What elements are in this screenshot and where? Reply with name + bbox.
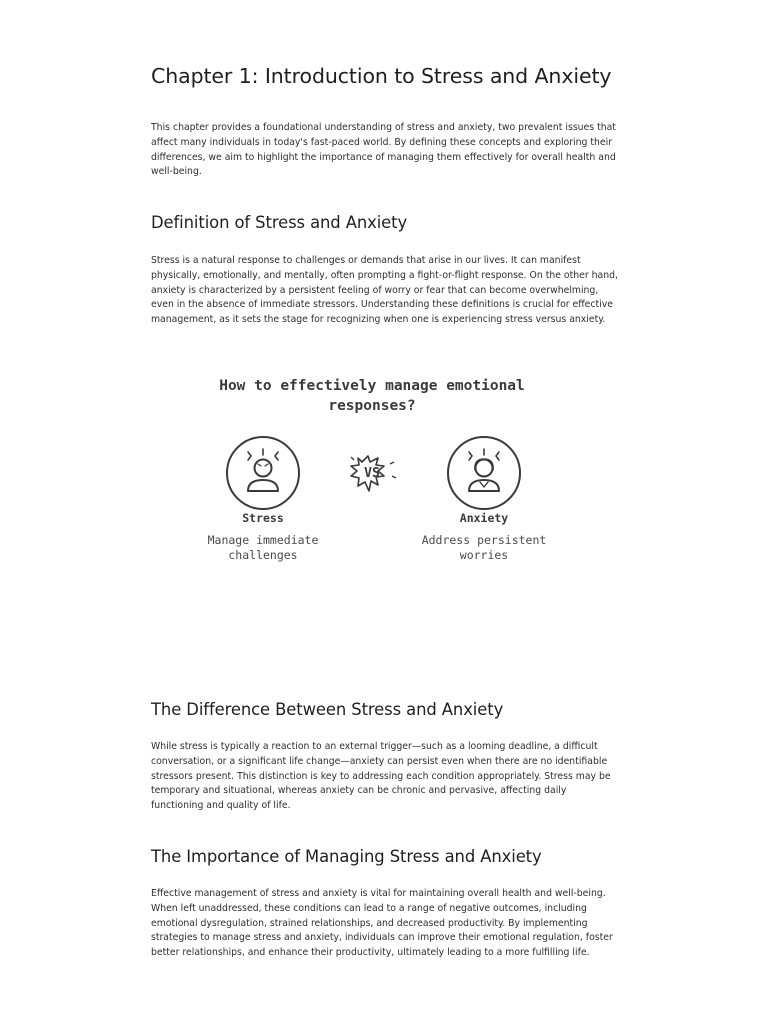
figure-title: How to effectively manage emotional responses? <box>219 378 525 414</box>
chapter-title: Chapter 1: Introduction to Stress and Anxiety <box>151 64 612 88</box>
anxious-person-icon <box>448 437 520 509</box>
stress-description: Manage immediate challenges <box>207 533 319 562</box>
section-heading-difference: The Difference Between Stress and Anxiety <box>151 700 504 719</box>
figure-illustration <box>190 430 560 520</box>
section-body-difference: While stress is typically a reaction to an external trigger—such as a looming deadline, a difficult conversation, or a significant life change—anxiety can persist even when there are no identifiable stressors present. This distinction is key to addressing each condition appropriately. Stress may be temporary and situational, whereas anxiety can be chronic and pervasive, affecting daily functioning and quality of life. <box>151 741 611 812</box>
chapter-intro: This chapter provides a foundational understanding of stress and anxiety, two prevalent issues that affect many individuals in today's fast-paced world. By defining these concepts and exploring their differences, we aim to highlight the importance of managing them effectively for overall health and well-being. <box>151 122 616 178</box>
stressed-person-icon <box>227 437 299 509</box>
section-heading-importance: The Importance of Managing Stress and Anxiety <box>151 847 542 866</box>
comparison-figure <box>190 370 560 580</box>
section-heading-definition: Definition of Stress and Anxiety <box>151 213 408 232</box>
section-body-definition: Stress is a natural response to challenges or demands that arise in our lives. It can manifest physically, emotionally, and mentally, often prompting a fight-or-flight response. On the other hand, anxiety is characterized by a persistent feeling of worry or fear that can become overwhelming, even in the absence of immediate stressors. Understanding these definitions is crucial for effective management, as it sets the stage for recognizing when one is experiencing stress versus anxiety. <box>151 255 618 326</box>
stress-label: Stress <box>242 511 284 525</box>
versus-label: VS <box>364 466 380 481</box>
section-body-importance: Effective management of stress and anxiety is vital for maintaining overall health and well-being. When left unaddressed, these conditions can lead to a range of negative outcomes, including emotional dysregulation, strained relationships, and decreased productivity. By implementing strategies to manage stress and anxiety, individuals can improve their emotional regulation, foster better relationships, and enhance their productivity, ultimately leading to a more fulfilling life. <box>151 888 613 959</box>
anxiety-description: Address persistent worries <box>421 533 547 562</box>
anxiety-label: Anxiety <box>459 511 509 525</box>
